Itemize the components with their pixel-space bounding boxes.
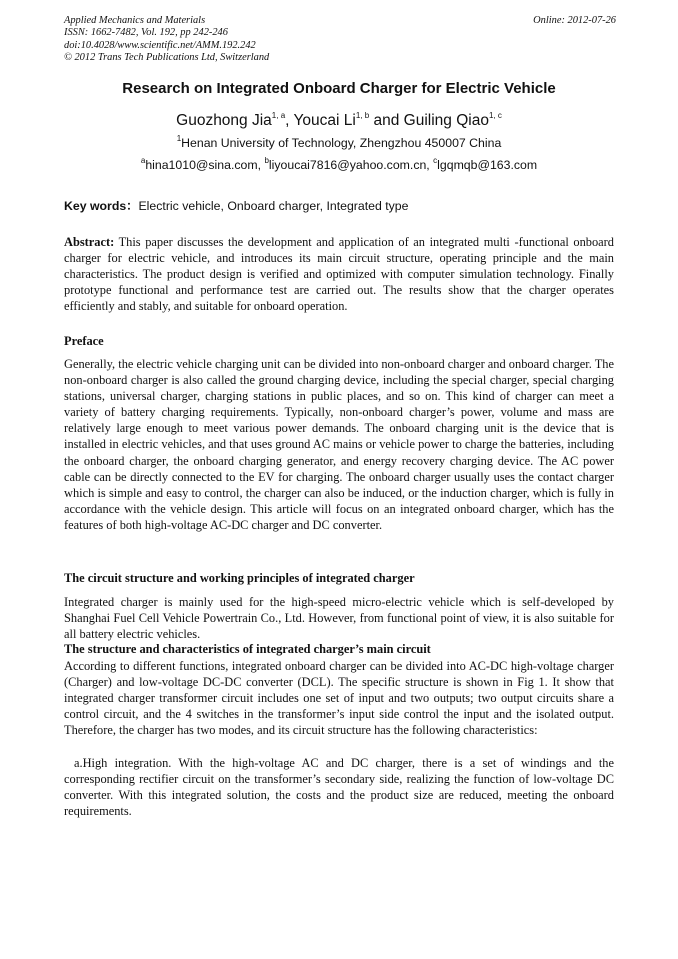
online-date: Online: 2012-07-26 xyxy=(533,15,616,26)
circuit-paragraph: Integrated charger is mainly used for the high-speed micro-electric vehicle which is self-developed by Shanghai Fuel Cell Vehicle Powertrain Co., Ltd. However, from functional point of view, it is also suitable for all battery electric vehicles. xyxy=(64,595,614,642)
email-list xyxy=(64,155,614,172)
author-superscript: 1, b xyxy=(355,110,370,120)
keywords-text: Electric vehicle, Onboard charger, Integrated type xyxy=(138,199,409,213)
author-list xyxy=(64,112,614,130)
email-superscript: c xyxy=(433,155,438,165)
author-separator: , xyxy=(285,112,294,129)
preface-paragraph: Generally, the electric vehicle charging unit can be divided into non-onboard charger and onboard charger. The non-onboard charger is also called the ground charging device, including the special charger, special charging stations, universal charger, charging stations in public places, and so on. This kind of charger can meet a variety of battery charging requirements. Typically, non-onboard charger’s power, volume and mass are relatively large enough to meet various power demands. The onboard charging unit is the device that is installed in electric vehicles, and that uses ground AC mains or vehicle power to charge the batteries, including the onboard charger, the onboard charging generator, and energy recovery charging device. The AC power cable can be directly connected to the EV for charging. The onboard charger usually uses the contact charger which is simple and easy to control, the charger can also be induced, or the induction charger, which is fully in accordance with the vehicle design. This article will focus on an integrated onboard charger, which has the features of both high-voltage AC-DC charger and DC converter. xyxy=(64,357,614,532)
copyright-line: © 2012 Trans Tech Publications Ltd, Switzerland xyxy=(64,52,270,64)
email-superscript: a xyxy=(140,155,146,165)
author-superscript: 1, c xyxy=(488,110,502,120)
email-link[interactable]: lgqmqb@163.com xyxy=(437,158,538,172)
affiliation xyxy=(64,133,614,150)
author-separator: and xyxy=(369,112,404,129)
keywords xyxy=(64,196,616,214)
circuit-heading: The circuit structure and working principles of integrated charger xyxy=(64,571,415,585)
abstract-text: This paper discusses the development and application of an integrated multi -functional onboard charger for electric vehicle, and introduces its main circuit structure, operating principle and the main characteristics. The product design is verified and optimized with computer simulation technology. Finally prototype functional and performance test are carried out. The results show that the charger operates efficiently and stably, and suitable for onboard operation. xyxy=(64,235,614,314)
email-superscript: b xyxy=(264,155,269,165)
doi-line: doi:10.4028/www.scientific.net/AMM.192.242 xyxy=(64,39,256,51)
journal-name: Applied Mechanics and Materials xyxy=(64,15,206,26)
author-superscript: 1, a xyxy=(271,110,286,120)
affiliation-superscript: 1 xyxy=(176,133,182,143)
characteristic-item-a: a.High integration. With the high-voltage AC and DC charger, there is a set of windings and the corresponding rectifier circuit on the transformer’s secondary side, realizing the function of low-voltage DC converter. With this integrated solution, the costs and the product size are reduced, meeting the onboard requirements. xyxy=(64,756,614,819)
keywords-label: Key words： xyxy=(64,199,139,213)
abstract-paragraph xyxy=(64,234,614,314)
structure-paragraph: According to different functions, integrated onboard charger can be divided into AC-DC high-voltage charger (Charger) and low-voltage DC-DC converter (DCL). The specific structure is shown in Fig 1. It show that integrated charger transformer circuit includes one set of input and two outputs; two output circuits share a control circuit, and the 4 switches in the transformer’s input side control the input and the isolated output. Therefore, the charger has two modes, and its circuit structure has the following characteristics: xyxy=(64,659,614,738)
preface-heading: Preface xyxy=(64,334,104,348)
author-name: Guiling Qiao xyxy=(403,112,489,129)
email-link[interactable]: hina1010@sina.com, xyxy=(145,158,265,172)
journal-header xyxy=(64,15,616,65)
author-name: Guozhong Jia xyxy=(176,112,272,129)
issn-line: ISSN: 1662-7482, Vol. 192, pp 242-246 xyxy=(64,27,228,39)
paper-title: Research on Integrated Onboard Charger for Electric Vehicle xyxy=(122,80,556,97)
abstract-label: Abstract: xyxy=(64,235,115,249)
structure-heading: The structure and characteristics of integrated charger’s main circuit xyxy=(64,642,431,656)
email-link[interactable]: liyoucai7816@yahoo.com.cn, xyxy=(268,158,434,172)
affiliation-text: Henan University of Technology, Zhengzhou 450007 China xyxy=(181,136,502,150)
author-name: Youcai Li xyxy=(293,112,356,129)
